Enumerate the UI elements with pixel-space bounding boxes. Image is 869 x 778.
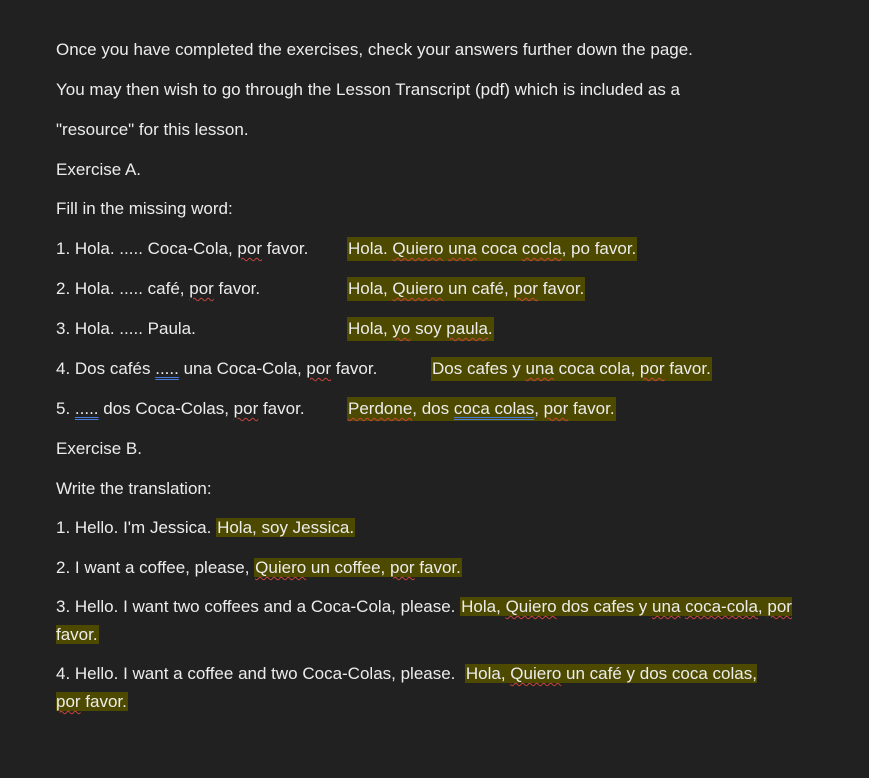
- exercise-a-item: [56, 317, 796, 341]
- exercise-a-instruction: Fill in the missing word:: [56, 199, 233, 218]
- intro-line-1: Once you have completed the exercises, check your answers further down the page.: [56, 40, 693, 59]
- spell-error: por: [237, 239, 262, 258]
- exercise-b-item: [56, 593, 796, 649]
- intro-line-3: "resource" for this lesson.: [56, 120, 249, 139]
- question: 3. Hello. I want two coffees and a Coca-Cola, please.: [56, 597, 461, 616]
- exercise-b-heading: Exercise B.: [56, 439, 142, 458]
- answer-highlight: Quiero un coffee, por favor.: [255, 558, 461, 577]
- question: 5. ..... dos Coca-Colas, por favor.: [56, 399, 305, 418]
- answer-highlight: Hola, Quiero un café y dos coca colas, por favor.: [56, 664, 757, 711]
- answer-highlight: Hola, yo soy paula.: [347, 317, 494, 341]
- exercise-a-item: [56, 357, 796, 381]
- exercise-b-item: [56, 556, 462, 580]
- exercise-a-heading: Exercise A.: [56, 160, 142, 179]
- question: 2. Hola. ..... café, por favor.: [56, 279, 261, 298]
- answer-highlight: Hola, soy Jessica.: [217, 518, 355, 537]
- intro-line-2: You may then wish to go through the Lesson Transcript (pdf) which is included as a: [56, 80, 681, 99]
- question: 4. Hello. I want a coffee and two Coca-Colas, please.: [56, 664, 465, 683]
- answer-highlight: Hola, Quiero un café, por favor.: [347, 277, 585, 301]
- exercise-a-item: [56, 277, 796, 301]
- question: 4. Dos cafés ..... una Coca-Cola, por favor.: [56, 359, 378, 378]
- exercise-a-item: [56, 237, 796, 261]
- exercise-b-item: [56, 660, 776, 716]
- answer-highlight: Dos cafes y una coca cola, por favor.: [431, 357, 712, 381]
- question: 1. Hello. I'm Jessica.: [56, 518, 217, 537]
- answer-highlight: Hola. Quiero una coca cocla, po favor.: [347, 237, 637, 261]
- question: 1. Hola. ..... Coca-Cola, por favor.: [56, 239, 309, 258]
- grammar-error: .....: [155, 359, 179, 378]
- answer-highlight: Perdone, dos coca colas, por favor.: [347, 397, 616, 421]
- question: 2. I want a coffee, please,: [56, 558, 255, 577]
- grammar-error: .....: [74, 399, 99, 418]
- answer-highlight: Hola, Quiero dos cafes y una coca-cola, por favor.: [56, 597, 792, 644]
- exercise-b-instruction: Write the translation:: [56, 479, 212, 498]
- exercise-b-item: [56, 516, 355, 540]
- exercise-a-item: [56, 397, 796, 421]
- question: 3. Hola. ..... Paula.: [56, 319, 196, 338]
